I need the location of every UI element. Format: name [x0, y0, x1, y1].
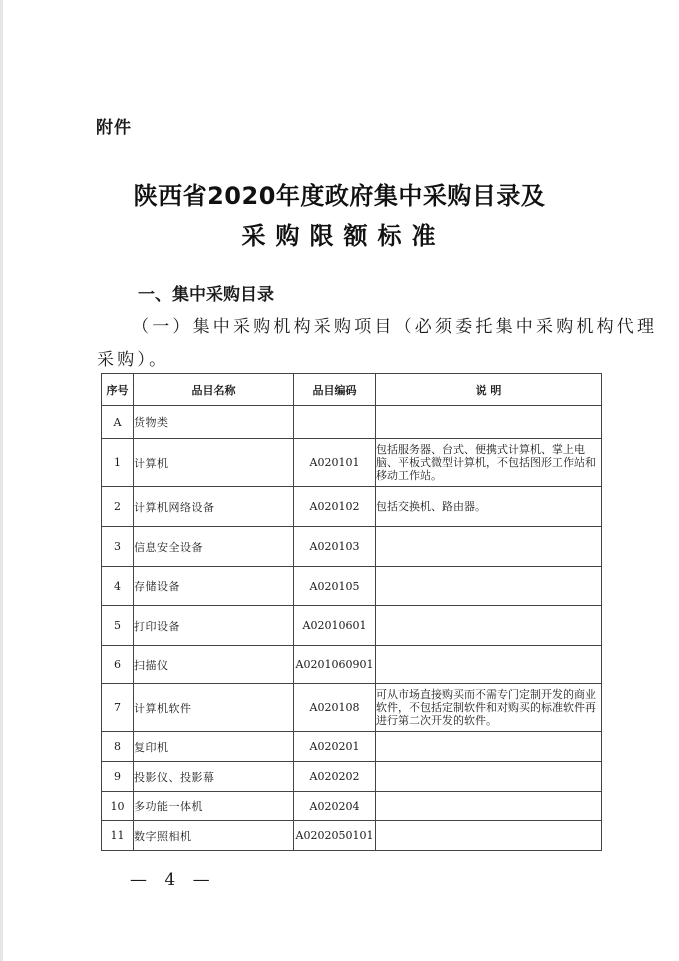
cell-item-name: 货物类	[134, 406, 294, 439]
cell-note	[376, 762, 602, 792]
cell-seq: 2	[102, 487, 134, 527]
header-item-code: 品目编码	[294, 374, 376, 406]
cell-note: 可从市场直接购买而不需专门定制开发的商业软件，不包括定制软件和对购买的标准软件再进行第二次开发的软件。	[376, 684, 602, 732]
cell-item-name: 扫描仪	[134, 646, 294, 684]
table-row	[102, 487, 602, 527]
paragraph-line-1: （一）集中采购机构采购项目（必须委托集中采购机构代理	[132, 317, 658, 337]
cell-seq: 7	[102, 684, 134, 732]
cell-item-code: A020202	[294, 762, 376, 792]
cell-note	[376, 406, 602, 439]
table-row	[102, 762, 602, 792]
table-row	[102, 821, 602, 851]
cell-note	[376, 732, 602, 762]
cell-note: 包括服务器、台式、便携式计算机、掌上电脑、平板式微型计算机，不包括图形工作站和移动工作站。	[376, 439, 602, 487]
cell-item-name: 投影仪、投影幕	[134, 762, 294, 792]
section-heading: 一、集中采购目录	[138, 285, 274, 305]
cell-item-code: A02010601	[294, 606, 376, 646]
page-number: — 4 —	[130, 870, 216, 890]
cell-item-code	[294, 406, 376, 439]
cell-seq: 11	[102, 821, 134, 851]
cell-item-code: A020204	[294, 792, 376, 821]
table-row	[102, 606, 602, 646]
header-seq: 序号	[102, 374, 134, 406]
header-note: 说 明	[376, 374, 602, 406]
cell-note	[376, 646, 602, 684]
page-edge-shadow	[0, 0, 3, 961]
cell-seq: 10	[102, 792, 134, 821]
cell-item-name: 多功能一体机	[134, 792, 294, 821]
cell-seq: 6	[102, 646, 134, 684]
cell-item-name: 计算机网络设备	[134, 487, 294, 527]
cell-item-code: A0202050101	[294, 821, 376, 851]
cell-item-name: 复印机	[134, 732, 294, 762]
cell-item-code: A020105	[294, 567, 376, 606]
table-row	[102, 646, 602, 684]
cell-item-code: A020101	[294, 439, 376, 487]
cell-seq: A	[102, 406, 134, 439]
cell-item-code: A020102	[294, 487, 376, 527]
document-title-line-1: 陕西省2020年度政府集中采购目录及	[133, 182, 546, 210]
cell-note	[376, 527, 602, 567]
cell-item-name: 存储设备	[134, 567, 294, 606]
attachment-label: 附件	[96, 118, 132, 138]
cell-note	[376, 792, 602, 821]
table-row	[102, 406, 602, 439]
cell-item-code: A020108	[294, 684, 376, 732]
cell-seq: 4	[102, 567, 134, 606]
document-title-line-2: 采购限额标准	[241, 222, 446, 250]
cell-seq: 1	[102, 439, 134, 487]
table-row	[102, 567, 602, 606]
cell-note	[376, 821, 602, 851]
cell-seq: 9	[102, 762, 134, 792]
cell-seq: 5	[102, 606, 134, 646]
cell-item-name: 数字照相机	[134, 821, 294, 851]
cell-note: 包括交换机、路由器。	[376, 487, 602, 527]
paragraph-line-2: 采购）。	[97, 350, 170, 370]
cell-item-code: A0201060901	[294, 646, 376, 684]
table-header-row	[102, 374, 602, 406]
cell-item-name: 信息安全设备	[134, 527, 294, 567]
cell-note	[376, 567, 602, 606]
cell-item-code: A020103	[294, 527, 376, 567]
cell-item-name: 计算机软件	[134, 684, 294, 732]
table-row	[102, 732, 602, 762]
procurement-catalog-table	[101, 373, 602, 851]
cell-seq: 8	[102, 732, 134, 762]
cell-item-name: 打印设备	[134, 606, 294, 646]
table-row	[102, 527, 602, 567]
table-row	[102, 439, 602, 487]
cell-item-name: 计算机	[134, 439, 294, 487]
header-item-name: 品目名称	[134, 374, 294, 406]
cell-seq: 3	[102, 527, 134, 567]
table-row	[102, 684, 602, 732]
cell-note	[376, 606, 602, 646]
table-row	[102, 792, 602, 821]
cell-item-code: A020201	[294, 732, 376, 762]
